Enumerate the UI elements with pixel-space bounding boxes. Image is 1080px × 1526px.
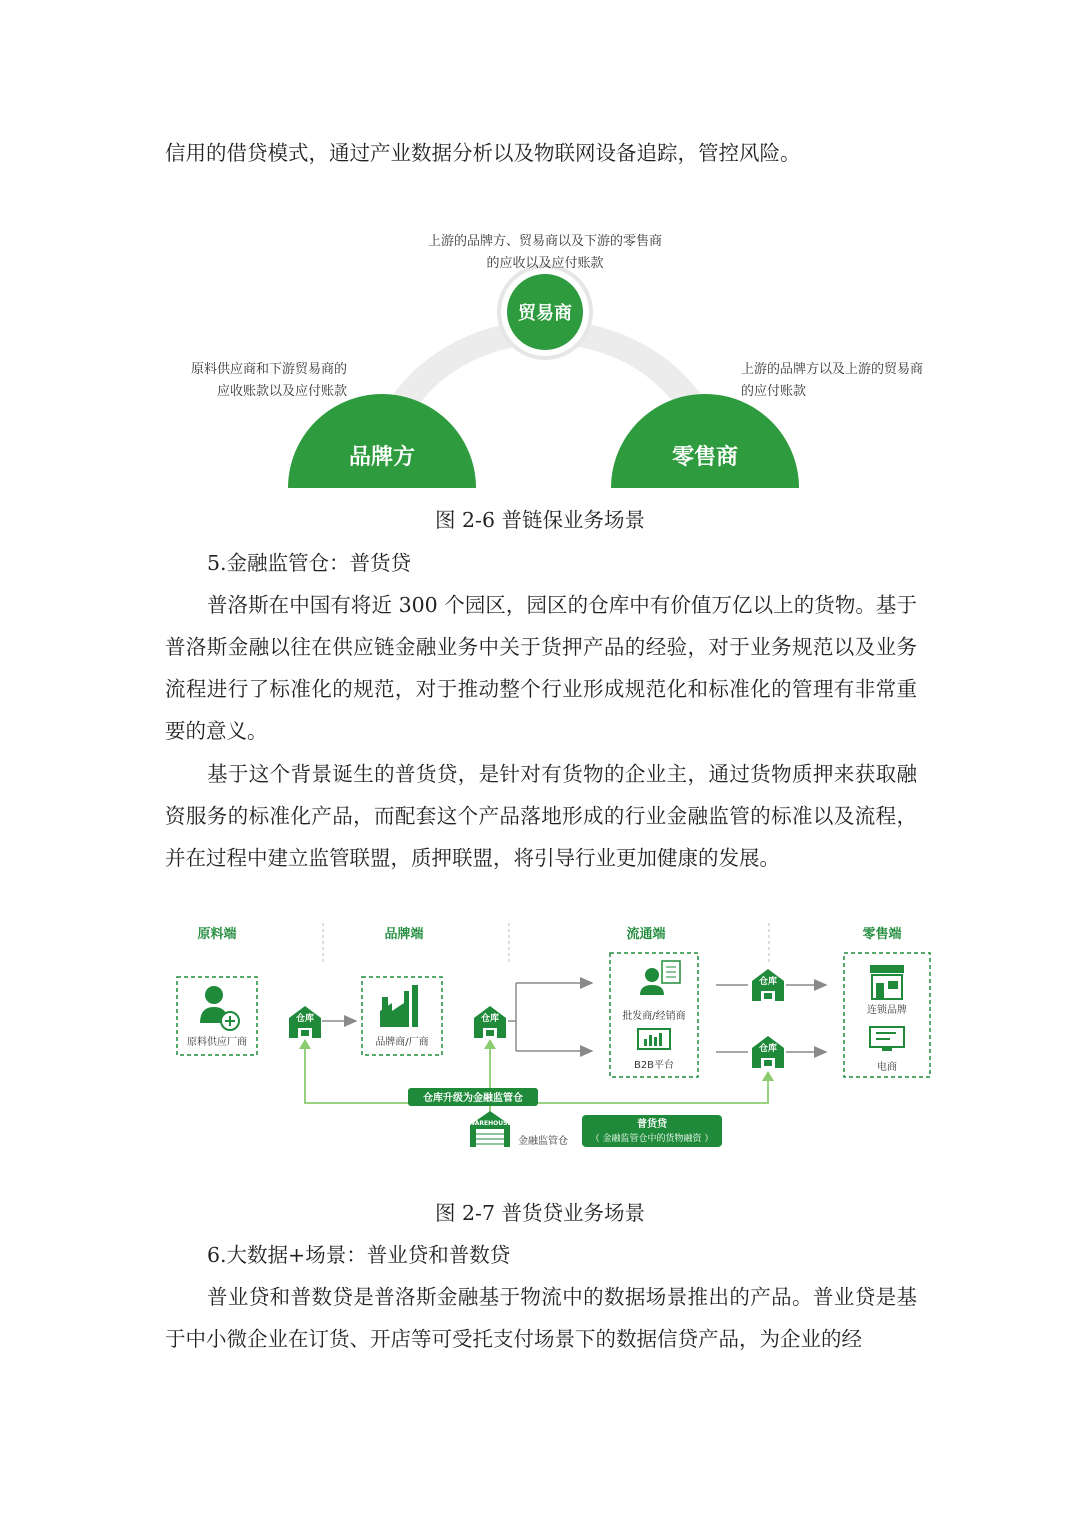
figure-2-7-caption: 图 2-7 普货贷业务场景 bbox=[434, 1201, 646, 1225]
loan-desc: （ 金融监管仓中的货物融资 ） bbox=[590, 1134, 714, 1144]
supplier-person-icon bbox=[205, 986, 223, 1004]
col-brand-header: 品牌端 bbox=[384, 927, 424, 942]
brand-semicircle bbox=[288, 394, 476, 488]
col-circulation-header: 流通端 bbox=[626, 927, 666, 942]
col-retail-header: 零售端 bbox=[862, 927, 902, 942]
col-raw-header: 原料端 bbox=[197, 927, 237, 942]
brand-node-label: 品牌方 bbox=[348, 445, 416, 470]
section-6-heading: 6.大数据+场景：普业贷和普数贷 bbox=[207, 1243, 511, 1267]
warehouse-2-label: 仓库 bbox=[480, 1014, 500, 1024]
chain-brand-label: 连锁品牌 bbox=[867, 1005, 907, 1016]
figure-2-6-caption: 图 2-6 普链保业务场景 bbox=[434, 508, 646, 532]
ecommerce-label: 电商 bbox=[877, 1062, 897, 1073]
retailer-node-label: 零售商 bbox=[671, 445, 739, 470]
right-label-line1: 上游的品牌方以及上游的贸易商 bbox=[741, 362, 924, 377]
factory-icon bbox=[380, 985, 418, 1027]
upgrade-label: 仓库升级为金融监管仓 bbox=[423, 1093, 523, 1104]
section-5-heading: 5.金融监管仓：普货贷 bbox=[207, 551, 412, 575]
b2b-label: B2B平台 bbox=[633, 1060, 675, 1071]
supplier-label: 原料供应厂商 bbox=[187, 1037, 247, 1048]
left-label-line1: 原料供应商和下游贸易商的 bbox=[190, 362, 347, 377]
supervised-warehouse-icon bbox=[470, 1111, 510, 1147]
supervised-warehouse-label: 金融监管仓 bbox=[518, 1136, 568, 1147]
warehouse-3-label: 仓库 bbox=[758, 977, 778, 987]
loan-title: 普货贷 bbox=[637, 1119, 667, 1130]
figure-2-6-diagram bbox=[0, 220, 1080, 495]
trader-node-label: 贸易商 bbox=[518, 303, 572, 324]
warehouse-1-label: 仓库 bbox=[295, 1014, 315, 1024]
warehouse-sign: WAREHOUSE bbox=[468, 1120, 512, 1127]
section-6-para1: 普业贷和普数贷是普洛斯金融基于物流中的数据场景推出的产品。普业贷是基于中小微企业在订货、开店等可受托支付场景下的数据信贷产品，为企业的经 bbox=[165, 1285, 917, 1351]
warehouse-4-label: 仓库 bbox=[758, 1044, 778, 1054]
section-5-para2: 基于这个背景诞生的普货贷，是针对有货物的企业主，通过货物质押来获取融资服务的标准化产品，而配套这个产品落地形成的行业金融监管的标准以及流程，并在过程中建立监管联盟，质押联盟，将引导行业更加健康的发展。 bbox=[165, 762, 917, 870]
wholesaler-person-icon bbox=[645, 968, 659, 982]
top-label-line2: 的应收以及应付账款 bbox=[486, 256, 604, 271]
top-paragraph: 信用的借贷模式，通过产业数据分析以及物联网设备追踪，管控风险。 bbox=[165, 141, 801, 165]
wholesaler-label: 批发商/经销商 bbox=[622, 1011, 686, 1022]
right-label-line2: 的应付账款 bbox=[741, 384, 807, 399]
ecommerce-icon bbox=[870, 1027, 904, 1051]
store-icon bbox=[870, 965, 904, 999]
brand-label: 品牌商/厂商 bbox=[375, 1037, 429, 1048]
section-5-para1: 普洛斯在中国有将近 300 个园区，园区的仓库中有价值万亿以上的货物。基于普洛斯金融以往在供应链金融业务中关于货押产品的经验，对于业务规范以及业务流程进行了标准化的规范，对于推动整个行业形成规范化和标准化的管理有非常重要的意义。 bbox=[165, 593, 917, 743]
figure-2-7-diagram bbox=[0, 915, 1080, 1155]
left-label-line2: 应收账款以及应付账款 bbox=[216, 384, 347, 399]
retailer-semicircle bbox=[611, 394, 799, 488]
top-label-line1: 上游的品牌方、贸易商以及下游的零售商 bbox=[427, 234, 663, 249]
